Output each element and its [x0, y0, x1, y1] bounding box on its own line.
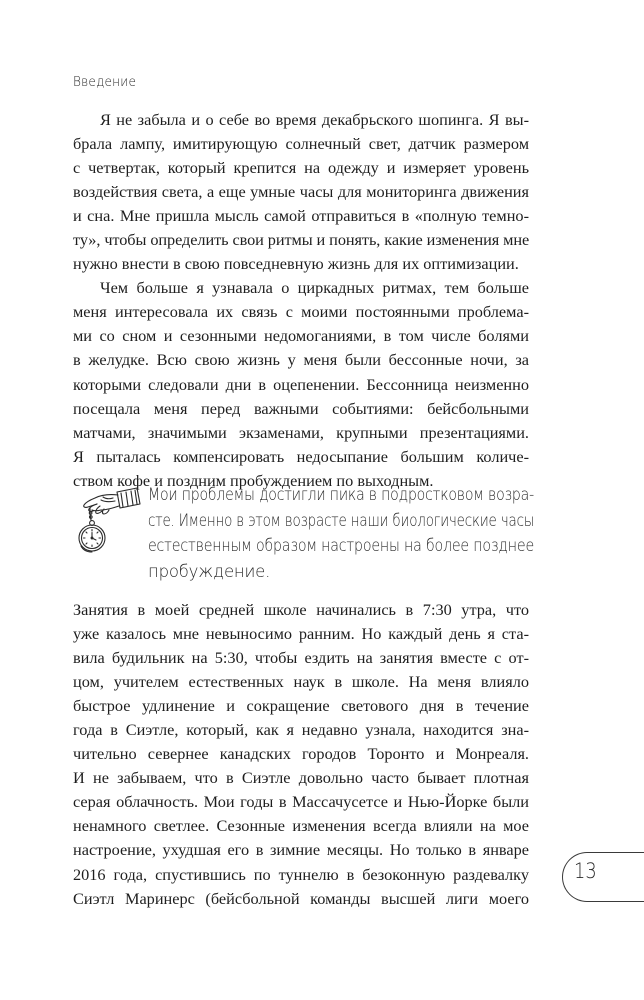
paragraph-1	[73, 108, 529, 276]
note-line: естественным образом настроены на более позднее	[148, 536, 534, 555]
text-line: быстрое удлинение и сокращение светового дня в течение	[73, 696, 529, 716]
text-line: Я не забыла и о себе во время декабрьского шопинга. Я вы-	[100, 110, 529, 129]
running-head: Введение	[73, 74, 137, 90]
text-line: И не забываем, что в Сиэтле довольно часто бывает плотная	[73, 768, 529, 788]
text-line: серая облачность. Мои годы в Массачусетсе и Нью-Йорке были	[73, 792, 529, 812]
text-line: посещала меня перед важными событиями: бейсбольными	[73, 398, 529, 418]
page-number: 13	[574, 859, 597, 883]
text-line: ненамного светлее. Сезонные изменения всегда влияли на мое	[73, 816, 529, 836]
text-line: которыми следовали дни в оцепенении. Бессонница неизменно	[73, 374, 529, 394]
text-line: вила будильник на 5:30, чтобы ездить на занятия вместе с от-	[73, 648, 529, 668]
text-line: цом, учителем естественных наук в школе. На меня влияло	[73, 672, 529, 692]
text-line: брала лампу, имитирующую солнечный свет, датчик размером	[73, 134, 529, 154]
pocket-watch-hand-icon	[73, 486, 143, 558]
text-line: воздействия света, а еще умные часы для мониторинга движения	[73, 182, 529, 202]
text-line: и сна. Мне пришла мысль самой отправиться в «полную темно-	[73, 206, 529, 226]
text-line: Чем больше я узнавала о циркадных ритмах, тем больше	[100, 278, 529, 298]
sidebar-note	[73, 482, 534, 592]
text-line: нужно внести в свою повседневную жизнь для их оптимизации.	[73, 254, 519, 274]
text-line: 2016 года, спустившись по туннелю в безоконную раздевалку	[73, 864, 529, 884]
note-line: сте. Именно в этом возрасте наши биологические часы	[148, 510, 534, 530]
text-line: ту», чтобы определить свои ритмы и понять, какие изменения мне	[73, 230, 530, 250]
text-line: меня интересовала их связь с моими постоянными проблема-	[73, 302, 529, 322]
note-line: Мои проблемы достигли пика в подростковом возра-	[148, 485, 534, 504]
text-line: настроение, ухудшая его в зимние месяцы. Но только в январе	[73, 840, 529, 860]
paragraph-3	[73, 598, 529, 911]
text-line: матчами, значимыми экзаменами, крупными презентациями.	[73, 422, 529, 442]
text-block-bottom	[73, 598, 529, 911]
text-line: Занятия в моей средней школе начинались в 7:30 утра, что	[73, 600, 529, 619]
sidebar-note-text	[148, 482, 534, 584]
text-line: Я пыталась компенсировать недосыпание большим количе-	[73, 446, 529, 466]
text-line: ми со сном и сезонными недомоганиями, в том числе болями	[73, 326, 529, 346]
text-line: года в Сиэтле, который, как я недавно узнала, находится зна-	[73, 720, 529, 740]
text-line: в желудке. Всю свою жизнь у меня были бессонные ночи, за	[73, 350, 529, 370]
paragraph-2	[73, 276, 529, 492]
text-line: с четвертак, который крепится на одежду и измеряет уровень	[73, 158, 529, 178]
text-line: Сиэтл Маринерс (бейсбольной команды высшей лиги моего	[73, 888, 529, 908]
text-line: уже казалось мне невыносимо ранним. Но каждый день я ста-	[73, 624, 529, 644]
text-line: ством кофе и поздним пробуждением по выходным.	[73, 470, 434, 490]
text-line: чительно севернее канадских городов Торонто и Монреаля.	[73, 744, 529, 764]
note-line: пробуждение.	[148, 561, 271, 581]
text-block-top	[73, 108, 529, 493]
